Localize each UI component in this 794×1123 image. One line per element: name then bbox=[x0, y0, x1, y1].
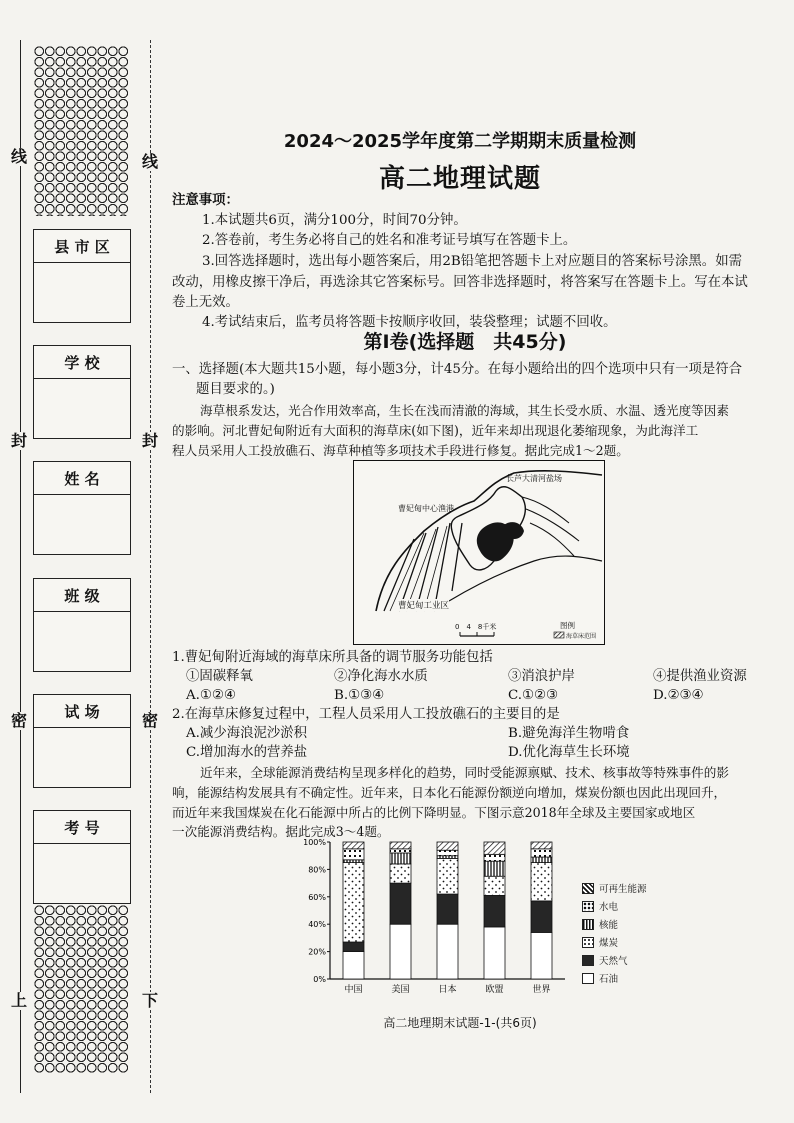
q1-choice-b[interactable]: B.①③④ bbox=[334, 688, 385, 703]
legend-renewable-label: 可再生能源 bbox=[599, 884, 647, 895]
map-legend-label: 海草床范围 bbox=[566, 633, 597, 640]
binding-dashed-line bbox=[150, 40, 151, 1093]
exam-year-title: 2024～2025学年度第二学期期末质量检测 bbox=[283, 131, 637, 152]
field-exam-number[interactable] bbox=[33, 810, 131, 904]
map-label-saltfield: 长芦大清河盐场 bbox=[506, 474, 562, 483]
binding-dot-pattern-bottom bbox=[34, 905, 128, 1073]
chart-x-tick-label: 欧盟 bbox=[485, 985, 504, 995]
chart-bar-segment bbox=[390, 924, 411, 979]
q2-choice-d[interactable]: D.优化海草生长环境 bbox=[508, 745, 630, 760]
chart-bar-segment bbox=[531, 857, 552, 862]
legend-hydro-swatch bbox=[582, 901, 594, 912]
chart-bar-segment bbox=[484, 861, 505, 876]
chart-bar-segment bbox=[484, 842, 505, 854]
q2-choice-c[interactable]: C.增加海水的营养盐 bbox=[186, 745, 308, 760]
map-scale-label: 0 4 8千米 bbox=[455, 623, 497, 631]
map-legend-swatch bbox=[554, 632, 564, 638]
chart-bar-segment bbox=[437, 924, 458, 979]
passage2-line2: 响，能源结构发展具有不确定性。近年来，日本化石能源份额逆向增加，煤炭份额也因此出现回升， bbox=[172, 785, 727, 800]
chart-bar-segment bbox=[484, 895, 505, 927]
chart-bar-segment bbox=[531, 842, 552, 849]
legend-coal-swatch bbox=[582, 937, 594, 948]
notes-heading: 注意事项： bbox=[172, 193, 239, 208]
q1-choice-a[interactable]: A.①②④ bbox=[186, 688, 236, 703]
legend-nuclear bbox=[582, 917, 618, 931]
q1-item-2: ②净化海水水质 bbox=[334, 669, 428, 684]
chart-bar-segment bbox=[343, 942, 364, 952]
legend-oil-swatch bbox=[582, 973, 594, 984]
q1-choice-c[interactable]: C.①②③ bbox=[508, 688, 559, 703]
chart-bar-segment bbox=[390, 853, 411, 864]
chart-x-tick-label: 世界 bbox=[532, 985, 551, 995]
field-school-label: 学 校 bbox=[34, 346, 130, 379]
binding-label-seal-left: 封 bbox=[11, 431, 28, 450]
legend-coal bbox=[582, 935, 618, 949]
chart-x-tick-label: 日本 bbox=[438, 985, 457, 995]
chart-y-tick-label: 100% bbox=[303, 838, 326, 847]
passage1-line1: 海草根系发达，光合作用效率高，生长在浅而清澈的海域，其生长受水质、水温、透光度等因素 bbox=[200, 403, 729, 418]
notes-item-3-end: 卷上无效。 bbox=[172, 295, 239, 310]
binding-label-seal-right: 封 bbox=[142, 431, 159, 450]
field-class[interactable] bbox=[33, 578, 131, 672]
passage2-line1: 近年来，全球能源消费结构呈现多样化的趋势，同时受能源禀赋、技术、核事故等特殊事件的影 bbox=[200, 765, 729, 780]
binding-dot-pattern-top bbox=[34, 46, 128, 216]
chart-bar-segment bbox=[484, 854, 505, 861]
chart-bar-segment bbox=[390, 864, 411, 883]
q2-choice-b[interactable]: B.避免海洋生物啃食 bbox=[508, 726, 630, 741]
chart-bar-segment bbox=[343, 952, 364, 979]
binding-label-mi-right: 密 bbox=[142, 711, 159, 730]
chart-y-tick-label: 20% bbox=[308, 947, 326, 957]
section-title: 第Ⅰ卷(选择题 共45分) bbox=[363, 331, 567, 353]
field-exam-number-label: 考 号 bbox=[34, 811, 130, 844]
map-label-fishport: 曹妃甸中心渔港 bbox=[398, 504, 454, 513]
binding-label-mi-left: 密 bbox=[11, 711, 28, 730]
chart-y-tick-label: 80% bbox=[308, 865, 326, 875]
chart-bar-segment bbox=[437, 894, 458, 924]
notes-item-2: 2.答卷前，考生务必将自己的姓名和准考证号填写在答题卡上。 bbox=[202, 233, 577, 248]
q1-item-1: ①固碳释氧 bbox=[186, 669, 253, 684]
chart-bar-segment bbox=[343, 863, 364, 942]
chart-bar-segment bbox=[437, 856, 458, 859]
field-name[interactable] bbox=[33, 461, 131, 555]
q1-item-3: ③消浪护岸 bbox=[508, 669, 575, 684]
seagrass-map bbox=[353, 460, 605, 645]
legend-hydro-label: 水电 bbox=[599, 902, 619, 913]
seagrass-map-drawing bbox=[354, 461, 604, 644]
map-channel-1 bbox=[522, 497, 579, 556]
field-class-label: 班 级 bbox=[34, 579, 130, 612]
chart-bar-segment bbox=[437, 858, 458, 894]
legend-nuclear-label: 核能 bbox=[599, 920, 619, 931]
legend-gas-label: 天然气 bbox=[599, 956, 628, 967]
map-label-industrial: 曹妃甸工业区 bbox=[398, 601, 450, 611]
chart-bar-segment bbox=[484, 876, 505, 895]
chart-bar-segment bbox=[390, 883, 411, 924]
q2-stem: 2.在海草床修复过程中，工程人员采用人工投放礁石的主要目的是 bbox=[172, 707, 560, 722]
binding-label-up: 上 bbox=[11, 991, 28, 1010]
chart-y-tick-label: 0% bbox=[313, 975, 326, 984]
legend-renewable bbox=[582, 881, 647, 895]
chart-bar-segment bbox=[390, 849, 411, 853]
notes-item-3: 3.回答选择题时，选出每小题答案后，用2B铅笔把答题卡上对应题目的答案标号涂黑。如需 bbox=[202, 254, 742, 269]
chart-x-tick-label: 美国 bbox=[391, 985, 410, 995]
legend-hydro bbox=[582, 899, 618, 913]
binding-label-line-right: 线 bbox=[142, 152, 159, 171]
field-county-label: 县 市 区 bbox=[34, 230, 130, 263]
exam-subject-title: 高二地理试题 bbox=[378, 164, 541, 194]
chart-bar-segment bbox=[390, 842, 411, 849]
q2-choice-a[interactable]: A.减少海浪泥沙淤积 bbox=[186, 726, 308, 741]
map-legend-title: 图例 bbox=[560, 621, 575, 630]
chart-bar-segment bbox=[437, 842, 458, 850]
field-exam-room[interactable] bbox=[33, 694, 131, 788]
chart-bar-segment bbox=[531, 932, 552, 979]
binding-line-left bbox=[20, 40, 21, 1093]
passage1-line2: 的影响。河北曹妃甸附近有大面积的海草床(如下图)，近年来却出现退化萎缩现象，为此海洋工 bbox=[172, 423, 699, 438]
notes-item-3-cont: 改动，用橡皮擦干净后，再选涂其它答案标号。回答非选择题时，将答案写在答题卡上。写在本试 bbox=[172, 275, 748, 290]
field-exam-room-label: 试 场 bbox=[34, 695, 130, 728]
page-footer: 高二地理期末试题-1-(共6页) bbox=[383, 1016, 537, 1030]
chart-y-tick-label: 40% bbox=[308, 920, 326, 930]
legend-oil bbox=[582, 971, 618, 985]
field-county[interactable] bbox=[33, 229, 131, 323]
map-lower-shore bbox=[449, 556, 602, 601]
chart-bar-segment bbox=[531, 901, 552, 933]
binding-label-down: 下 bbox=[142, 991, 159, 1010]
q1-stem: 1.曹妃甸附近海域的海草床所具备的调节服务功能包括 bbox=[172, 650, 493, 665]
passage2-line3: 而近年来我国煤炭在化石能源中所占的比例下降明显。下图示意2018年全球及主要国家或地区 bbox=[172, 805, 696, 820]
chart-y-tick-label: 60% bbox=[308, 892, 326, 902]
legend-oil-label: 石油 bbox=[599, 974, 619, 985]
legend-gas-swatch bbox=[582, 955, 594, 966]
legend-renewable-swatch bbox=[582, 883, 594, 894]
notes-item-4: 4.考试结束后，监考员将答题卡按顺序收回，装袋整理；试题不回收。 bbox=[202, 315, 617, 330]
chart-bar-segment bbox=[343, 860, 364, 863]
legend-coal-label: 煤炭 bbox=[599, 938, 619, 949]
legend-nuclear-swatch bbox=[582, 919, 594, 930]
chart-bar-segment bbox=[484, 927, 505, 979]
chart-bar-segment bbox=[343, 842, 364, 849]
field-school[interactable] bbox=[33, 345, 131, 439]
binding-label-line-left: 线 bbox=[11, 147, 28, 166]
q1-choice-d[interactable]: D.②③④ bbox=[653, 688, 704, 703]
chart-x-tick-label: 中国 bbox=[344, 985, 363, 995]
section-intro-line2: 题目要求的。) bbox=[196, 382, 275, 397]
section-intro-line1: 一、选择题(本大题共15小题，每小题3分，计45分。在每小题给出的四个选项中只有一项是符合 bbox=[172, 362, 743, 377]
chart-bar-segment bbox=[437, 850, 458, 855]
chart-bar-segment bbox=[343, 849, 364, 860]
q1-item-4: ④提供渔业资源 bbox=[653, 669, 747, 684]
chart-bar-segment bbox=[531, 849, 552, 857]
passage1-line3: 程人员采用人工投放礁石、海草种植等多项技术手段进行修复。据此完成1～2题。 bbox=[172, 443, 629, 458]
chart-bar-segment bbox=[531, 863, 552, 901]
field-name-label: 姓 名 bbox=[34, 462, 130, 495]
legend-gas bbox=[582, 953, 628, 967]
notes-item-1: 1.本试题共6页，满分100分，时间70分钟。 bbox=[202, 213, 467, 228]
passage2-line4: 一次能源消费结构。据此完成3～4题。 bbox=[172, 824, 390, 839]
